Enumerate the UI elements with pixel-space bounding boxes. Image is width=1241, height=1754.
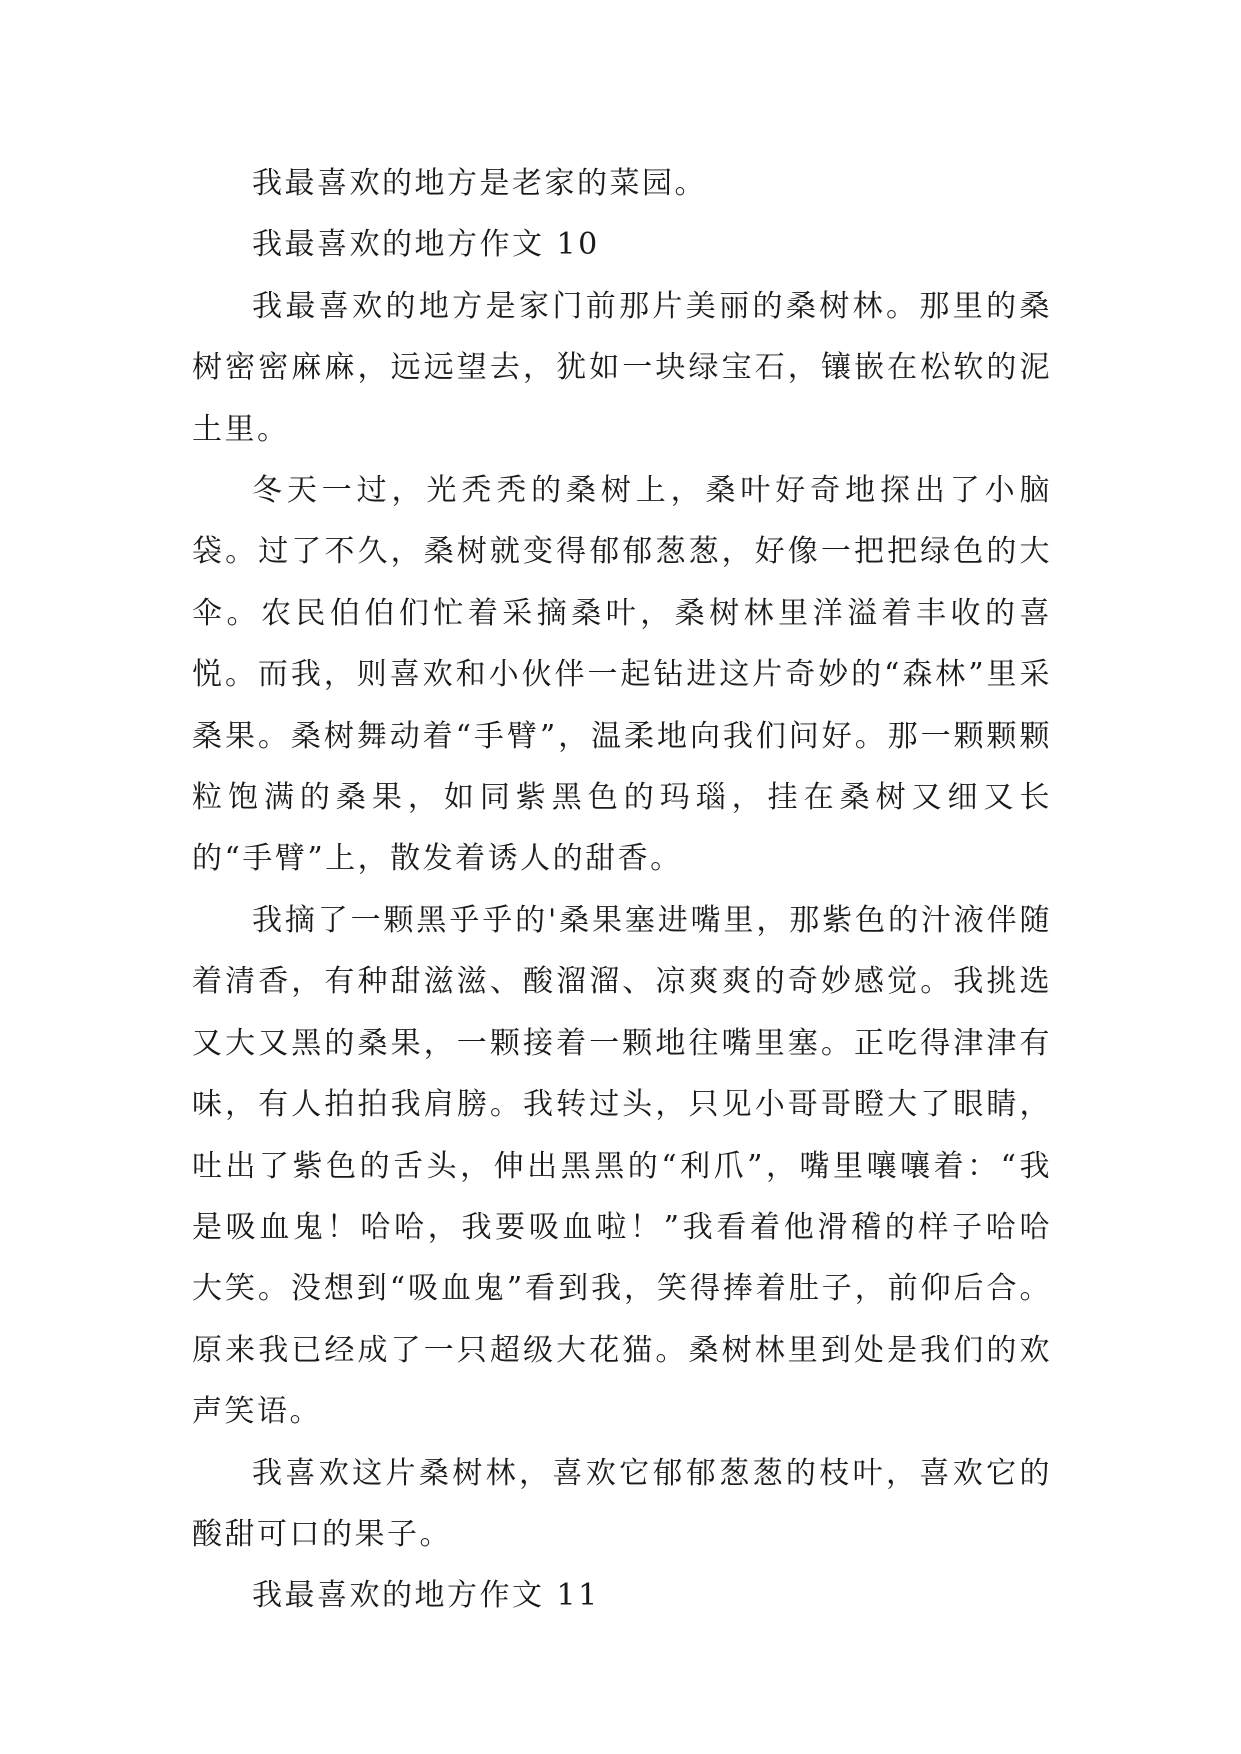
paragraph-spring-mulberry: 冬天一过，光秃秃的桑树上，桑叶好奇地探出了小脑袋。过了不久，桑树就变得郁郁葱葱，好像一把把绿色的大伞。农民伯伯们忙着采摘桑叶，桑树林里洋溢着丰收的喜悦。而我，则喜欢和小伙伴一起钻进这片奇妙的“森林”里采桑果。桑树舞动着“手臂”，温柔地向我们问好。那一颗颗颗粒饱满的桑果，如同紫黑色的玛瑙，挂在桑树又细又长的“手臂”上，散发着诱人的甜香。 (192, 473, 1052, 877)
paragraph-conclusion: 我喜欢这片桑树林，喜欢它郁郁葱葱的枝叶，喜欢它的酸甜可口的果子。 (192, 1455, 1052, 1552)
paragraph-eating-mulberries: 我摘了一颗黑乎乎的'桑果塞进嘴里，那紫色的汁液伴随着清香，有种甜滋滋、酸溜溜、凉爽爽的奇妙感觉。我挑选又大又黑的桑果，一颗接着一颗地往嘴里塞。正吃得津津有味，有人拍拍我肩膀。我转过头，只见小哥哥瞪大了眼睛，吐出了紫色的舌头，伸出黑黑的“利爪”，嘴里嚷嚷着：“我是吸血鬼！哈哈，我要吸血啦！”我看着他滑稽的样子哈哈大笑。没想到“吸血鬼”看到我，笑得捧着肚子，前仰后合。原来我已经成了一只超级大花猫。桑树林里到处是我们的欢声笑语。 (192, 902, 1052, 1430)
paragraph-mulberry-grove: 我最喜欢的地方是家门前那片美丽的桑树林。那里的桑树密密麻麻，远远望去，犹如一块绿宝石，镶嵌在松软的泥土里。 (192, 288, 1052, 447)
essay-body (192, 153, 1052, 1627)
essay-heading-10: 我最喜欢的地方作文 10 (252, 227, 600, 263)
paragraph-intro-end: 我最喜欢的地方是老家的菜园。 (252, 166, 707, 201)
essay-heading-11: 我最喜欢的地方作文 11 (252, 1578, 600, 1614)
